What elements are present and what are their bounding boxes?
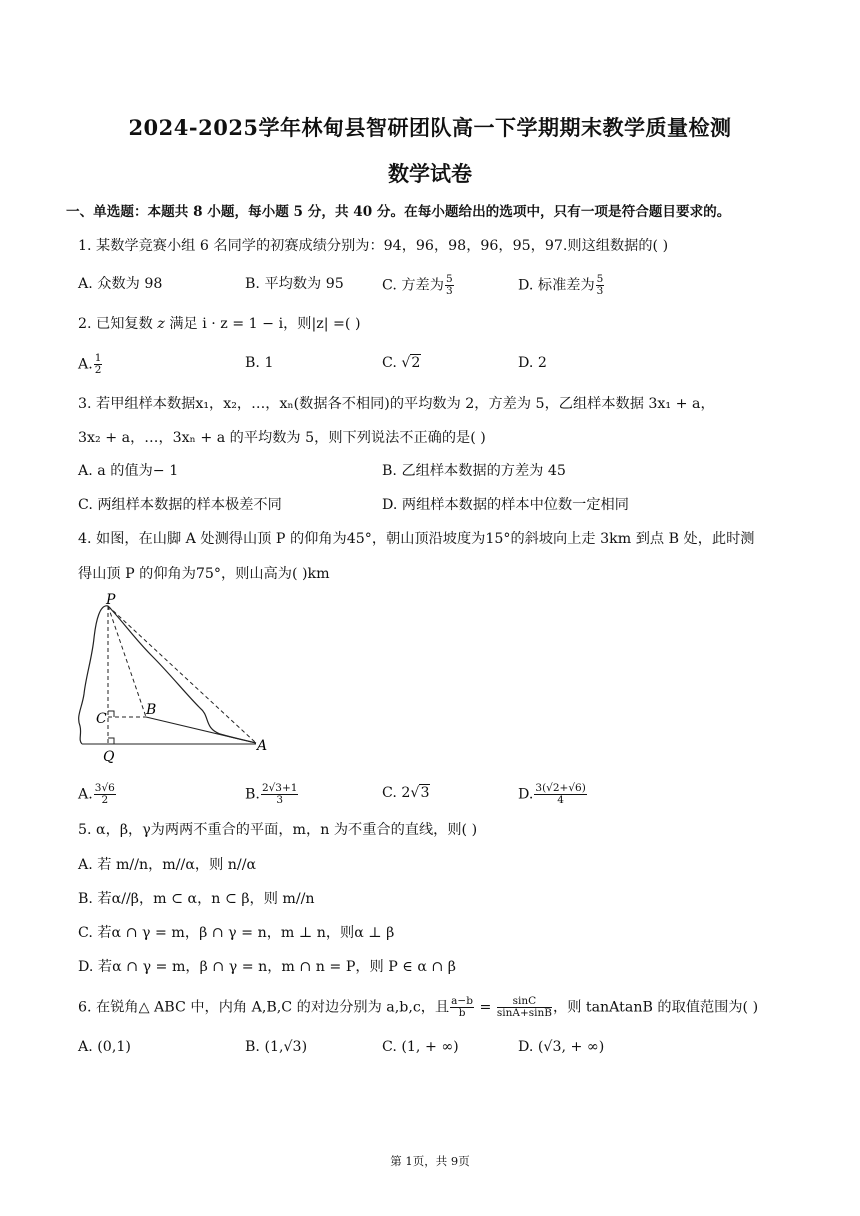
q3-option-d: D. 两组样本数据的样本中位数一定相同	[382, 497, 629, 513]
label-c: C	[96, 711, 107, 727]
page-footer: 第 1页，共 9页	[390, 1154, 470, 1168]
q2-option-c: C. √2	[382, 355, 421, 371]
mountain-figure	[72, 590, 282, 770]
q5-stem: 5. α，β，γ为两两不重合的平面，m，n 为不重合的直线，则( )	[78, 822, 478, 838]
q1-option-d-label: D. 标准差为	[518, 277, 595, 294]
q1-option-c-label: C. 方差为	[382, 277, 444, 294]
q4-stem-line2: 得山顶 P 的仰角为75°，则山高为( )km	[78, 566, 330, 582]
q3-stem-line2: 3x₂ + a，…，3xₙ + a 的平均数为 5，则下列说法不正确的是( )	[78, 430, 486, 446]
fraction: $\frac{2√3+1}{3}$	[261, 782, 298, 806]
q1-option-d	[518, 274, 605, 297]
q4-option-c: C. 2√3	[382, 785, 430, 801]
q5-option-b: B. 若α//β，m ⊂ α，n ⊂ β，则 m//n	[78, 891, 315, 907]
fraction: $\frac{3√6}{2}$	[94, 782, 115, 806]
q2-option-b: B. 1	[245, 355, 274, 371]
q5-option-a: A. 若 m//n，m//α，则 n//α	[78, 857, 257, 873]
label-b: B	[146, 702, 157, 718]
line-pb	[108, 606, 146, 717]
q3-option-c: C. 两组样本数据的样本极差不同	[78, 497, 282, 513]
q4-stem-line1: 4. 如图，在山脚 A 处测得山顶 P 的仰角为45°，朝山顶沿坡度为15°的斜坡向上走 3km 到点 B 处，此时测	[78, 531, 755, 547]
section-heading: 一、单选题：本题共 8 小题，每小题 5 分，共 40 分。在每小题给出的选项中，只有一项是符合题目要求的。	[66, 204, 731, 220]
q5-option-d: D. 若α ∩ γ = m，β ∩ γ = n，m ∩ n = P，则 P ∈ α ∩ β	[78, 959, 457, 975]
q6-option-a: A. (0,1)	[78, 1039, 131, 1055]
q6-option-d: D. (√3, + ∞)	[518, 1039, 605, 1055]
q1-stem: 1. 某数学竞赛小组 6 名同学的初赛成绩分别为：94，96，98，96，95，97.则这组数据的( )	[78, 238, 669, 254]
q4-option-d: D. $\frac{3(√2+√6)}{4}$	[518, 782, 586, 806]
q6-option-b: B. (1,√3)	[245, 1039, 308, 1055]
slope-ba	[146, 717, 256, 743]
page-subtitle: 数学试卷	[388, 161, 472, 186]
q1-option-a: A. 众数为 98	[78, 276, 163, 292]
line-pa	[108, 606, 256, 743]
right-angle-c	[108, 711, 114, 717]
q6-stem: 6. 在锐角△ ABC 中，内角 A,B,C 的对边分别为 a,b,c，且 $\frac{a-b}{b}$ = $\frac{\sin C}{\sin A+\sin B}$ ，则 tanAtanB 的取值范围为( )	[78, 995, 759, 1019]
q5-option-c: C. 若α ∩ γ = m，β ∩ γ = n，m ⊥ n，则α ⊥ β	[78, 925, 395, 941]
fraction: $\frac{\sin C}{\sin A+\sin B}$	[496, 995, 552, 1019]
page-title: 2024-2025学年林甸县智研团队高一下学期期末教学质量检测	[128, 115, 732, 140]
q1-option-c	[382, 274, 455, 297]
q3-stem-line1: 3. 若甲组样本数据x₁，x₂，…，xₙ(数据各不相同)的平均数为 2，方差为 5，乙组样本数据 3x₁ + a，	[78, 396, 715, 412]
fraction: $\frac{5}{3}$	[596, 273, 604, 297]
q4-option-b: B. $\frac{2√3+1}{3}$	[245, 782, 298, 806]
q6-option-c: C. (1, + ∞)	[382, 1039, 459, 1055]
q3-option-a: A. a 的值为− 1	[78, 463, 179, 479]
fraction: $\frac{3(√2+√6)}{4}$	[535, 782, 586, 806]
q2-option-d: D. 2	[518, 355, 547, 371]
fraction: $\frac{a-b}{b}$	[451, 995, 473, 1019]
fraction: $\frac{1}{2}$	[94, 352, 102, 376]
label-p: P	[106, 592, 116, 608]
q3-option-b: B. 乙组样本数据的方差为 45	[382, 463, 566, 479]
q4-option-a: A. $\frac{3√6}{2}$	[78, 782, 115, 806]
q2-stem: 2. 已知复数 z 满足 i · z = 1 − i，则|z| =( )	[78, 316, 361, 332]
fraction: $\frac{5}{3}$	[445, 273, 453, 297]
q1-option-b: B. 平均数为 95	[245, 276, 344, 292]
right-angle-q	[108, 738, 114, 744]
q2-option-a: A. $\frac{1}{2}$	[78, 352, 102, 376]
label-a: A	[257, 738, 268, 754]
label-q: Q	[103, 749, 115, 765]
